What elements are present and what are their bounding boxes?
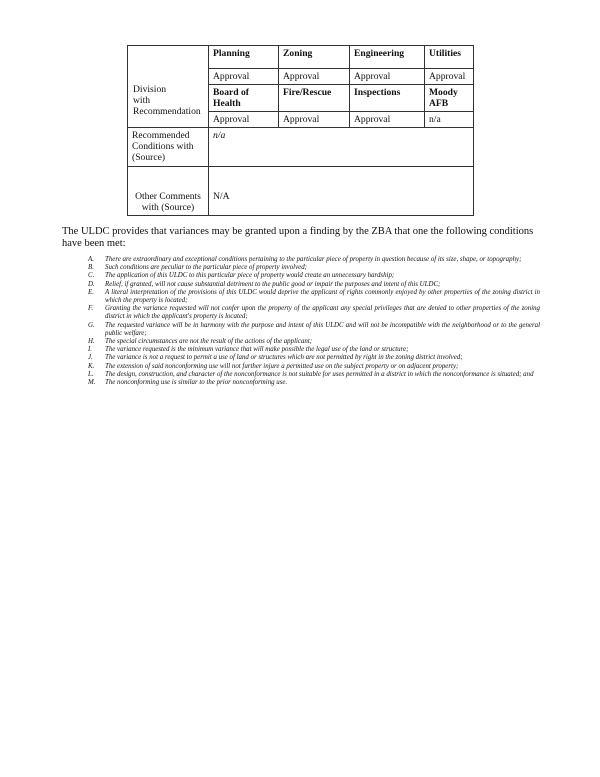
condition-text: The extension of said nonconforming use will not further injure a permitted use on the subject property or on adjacent property; — [105, 362, 459, 370]
condition-text: The design, construction, and character of the nonconformance is not suitable for uses permitted in a district in which the nonconformance is situated; and — [105, 370, 534, 378]
division-label-line: Recommendation — [133, 105, 201, 117]
condition-letter: A. — [88, 256, 94, 263]
division-recommendation-table — [127, 45, 474, 216]
condition-item — [88, 354, 540, 362]
condition-letter: D. — [88, 280, 95, 288]
header-board-of-health: Board of Health — [209, 85, 279, 112]
value-utilities: Approval — [425, 69, 474, 85]
value-zoning: Approval — [279, 69, 350, 85]
condition-text: The nonconforming use is similar to the prior nonconforming use. — [105, 379, 288, 387]
condition-letter: C. — [88, 272, 95, 280]
condition-letter: I. — [88, 346, 93, 354]
other-comments-label: Other Comments with (Source) — [128, 167, 209, 216]
value-moody-afb: n/a — [425, 112, 474, 128]
value-planning: Approval — [209, 69, 279, 85]
condition-item — [88, 322, 540, 338]
other-comments-value: N/A — [209, 167, 474, 216]
value-fire-rescue: Approval — [279, 112, 350, 128]
condition-text: Relief, if granted, will not cause substantial detriment to the public good or impair the purposes and intent of this ULDC; — [105, 280, 441, 288]
condition-letter: H. — [88, 338, 95, 346]
header-engineering: Engineering — [350, 46, 425, 69]
value-inspections: Approval — [350, 112, 425, 128]
condition-letter: G. — [88, 321, 95, 329]
condition-letter: J. — [88, 354, 93, 362]
header-inspections: Inspections — [350, 85, 425, 112]
condition-item — [88, 272, 540, 280]
condition-text: The application of this ULDC to this particular piece of property would create an unnecessary hardship; — [105, 272, 395, 280]
condition-text: There are extraordinary and exceptional conditions pertaining to the particular piece of property in question because of its size, shape, or topography; — [105, 256, 522, 263]
condition-text: The requested variance will be in harmony with the purpose and intent of this ULDC and will not be incompatible with the neighborhood or to the general public welfare; — [105, 321, 540, 337]
condition-text: Granting the variance requested will not confer upon the property of the applicant any special privileges that are denied to other properties of the zoning district in which the applicant's property is located; — [105, 305, 540, 321]
condition-item — [88, 338, 540, 346]
condition-text: A literal interpretation of the provisions of this ULDC would deprive the applicant of rights commonly enjoyed by other properties of the zoning district in which the property is located; — [105, 288, 540, 305]
conditions-list — [88, 256, 540, 387]
condition-item — [88, 346, 540, 354]
header-planning: Planning — [209, 46, 279, 69]
value-engineering: Approval — [350, 69, 425, 85]
header-fire-rescue: Fire/Rescue — [279, 85, 350, 112]
condition-text: Such conditions are peculiar to the particular piece of property involved; — [105, 264, 307, 272]
condition-letter: K. — [88, 362, 95, 370]
condition-item — [88, 305, 540, 321]
condition-letter: B. — [88, 264, 94, 272]
division-label-cell — [128, 46, 209, 128]
condition-text: The variance requested is the minimum variance that will make possible the legal use of the land or structure; — [105, 346, 409, 354]
condition-item — [88, 289, 540, 305]
intro-paragraph: The ULDC provides that variances may be granted upon a finding by the ZBA that one the following conditions have been met: — [62, 226, 534, 249]
division-label-line: Division — [133, 83, 167, 95]
condition-item — [88, 256, 540, 264]
condition-text: The variance is not a request to permit a use of land or structures which are not permitted by right in the zoning district involved; — [105, 354, 463, 362]
header-utilities: Utilities — [425, 46, 474, 69]
condition-item — [88, 281, 540, 289]
condition-letter: E. — [88, 288, 94, 296]
condition-letter: L. — [88, 370, 94, 378]
recommended-conditions-value: n/a — [209, 128, 474, 167]
condition-letter: M. — [88, 379, 96, 387]
condition-item — [88, 264, 540, 272]
header-zoning: Zoning — [279, 46, 350, 69]
condition-item — [88, 379, 540, 387]
value-board-of-health: Approval — [209, 112, 279, 128]
condition-item — [88, 371, 540, 379]
division-label-line: with — [133, 94, 151, 106]
condition-text: The special circumstances are not the result of the actions of the applicant; — [105, 338, 313, 346]
header-moody-afb: Moody AFB — [425, 85, 474, 112]
recommended-conditions-label: Recommended Conditions with (Source) — [128, 128, 209, 167]
condition-item — [88, 363, 540, 371]
condition-letter: F. — [88, 305, 94, 313]
